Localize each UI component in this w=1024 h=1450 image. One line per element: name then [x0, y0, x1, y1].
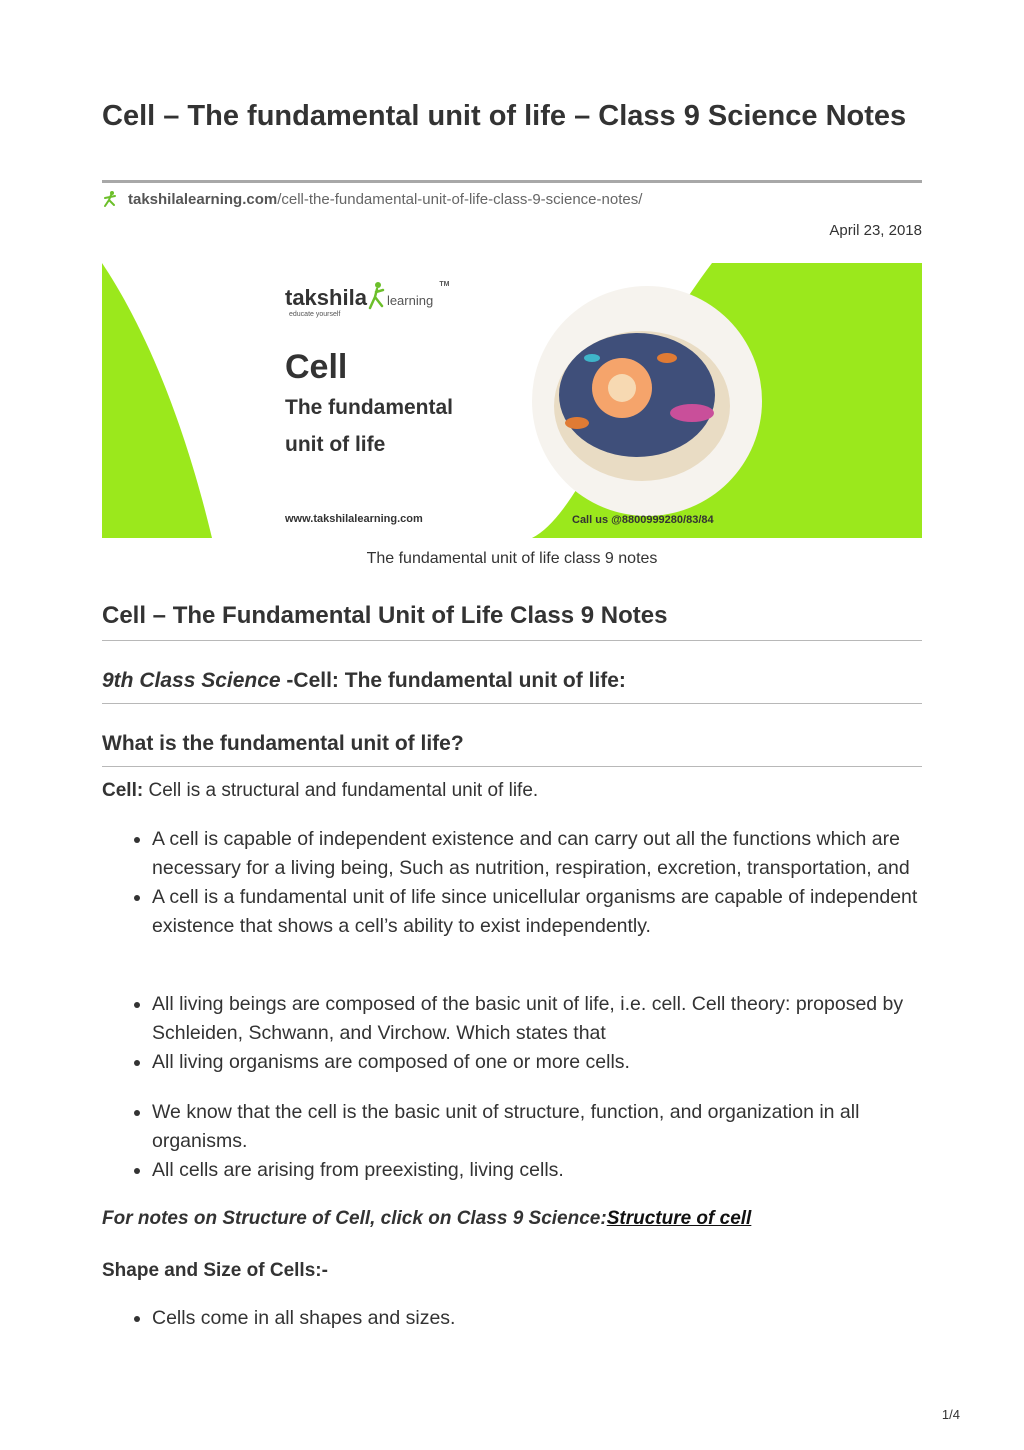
brand-tm: TM [439, 281, 450, 288]
mitochondrion [565, 417, 589, 429]
definition-text: Cell is a structural and fundamental unit of life. [143, 780, 539, 801]
banner-graphic [102, 263, 922, 538]
definition-label: Cell: [102, 780, 144, 801]
banner-website: www.takshilalearning.com [285, 513, 423, 525]
vesicle [584, 354, 600, 362]
list-item: • A cell is capable of independent existence and can carry out all the functions which are necessary for a living being, Such as nutrition, respiration, excretion, transportation, and [152, 825, 922, 883]
bullet-list-3 [102, 1098, 922, 1185]
question-heading: What is the fundamental unit of life? [102, 732, 464, 755]
brand-tagline: educate yourself [289, 311, 341, 318]
list-item: • All living beings are composed of the basic unit of life, i.e. cell. Cell theory: proposed by Schleiden, Schwann, and Virchow. Which states that [152, 990, 922, 1048]
nucleolus [608, 374, 636, 402]
banner-headline: Cell [285, 348, 348, 386]
brand-suffix: learning [386, 293, 434, 308]
banner-phone: Call us @8800999280/83/84 [572, 514, 714, 526]
list-item: • A cell is a fundamental unit of life since unicellular organisms are capable of independent existence that shows a cell’s ability to exist independently. [152, 883, 922, 941]
page-number: 1/4 [941, 1407, 960, 1422]
publish-date: April 23, 2018 [829, 222, 922, 239]
bullet-list-4 [102, 1304, 922, 1333]
notes-link-prefix: For notes on Structure of Cell, click on Class 9 Science: [102, 1208, 607, 1229]
list-item: • All cells are arising from preexisting, living cells. [152, 1156, 922, 1185]
subheading-italic: 9th Class Science [102, 669, 281, 692]
list-item: • All living organisms are composed of one or more cells. [152, 1048, 922, 1077]
source-domain[interactable]: takshilalearning.com [128, 190, 278, 208]
left-accent-shape [102, 263, 212, 538]
notes-link-line [102, 1208, 751, 1230]
subheading [102, 669, 626, 693]
divider [102, 640, 922, 641]
subheading-rest: -Cell: The fundamental unit of life: [280, 669, 626, 692]
page-title: Cell – The fundamental unit of life – Class 9 Science Notes [102, 100, 907, 132]
brand-name: takshila [285, 285, 367, 310]
brand-runner-icon [367, 281, 387, 311]
section-heading: Cell – The Fundamental Unit of Life Class 9 Notes [102, 602, 668, 629]
divider [102, 703, 922, 704]
title-divider [102, 180, 922, 183]
golgi [670, 404, 714, 422]
mitochondrion [657, 353, 677, 363]
image-caption: The fundamental unit of life class 9 notes [366, 550, 658, 567]
bullet-list-2 [102, 990, 922, 1077]
divider [102, 766, 922, 767]
banner-subline-1: The fundamental [285, 396, 454, 419]
list-item: • We know that the cell is the basic unit of structure, function, and organization in all organisms. [152, 1098, 922, 1156]
runner-logo-icon [102, 190, 120, 208]
source-path[interactable]: /cell-the-fundamental-unit-of-life-class-9-science-notes/ [277, 190, 643, 208]
hero-banner [102, 263, 922, 538]
definition [102, 780, 538, 802]
shape-size-heading: Shape and Size of Cells:- [102, 1260, 328, 1281]
banner-subline-2: unit of life [285, 433, 386, 456]
source-line[interactable] [102, 190, 642, 208]
brand-logo [285, 281, 449, 318]
bullet-list-1 [102, 825, 922, 941]
structure-of-cell-link[interactable]: Structure of cell [606, 1208, 752, 1229]
list-item: • Cells come in all shapes and sizes. [152, 1304, 922, 1333]
